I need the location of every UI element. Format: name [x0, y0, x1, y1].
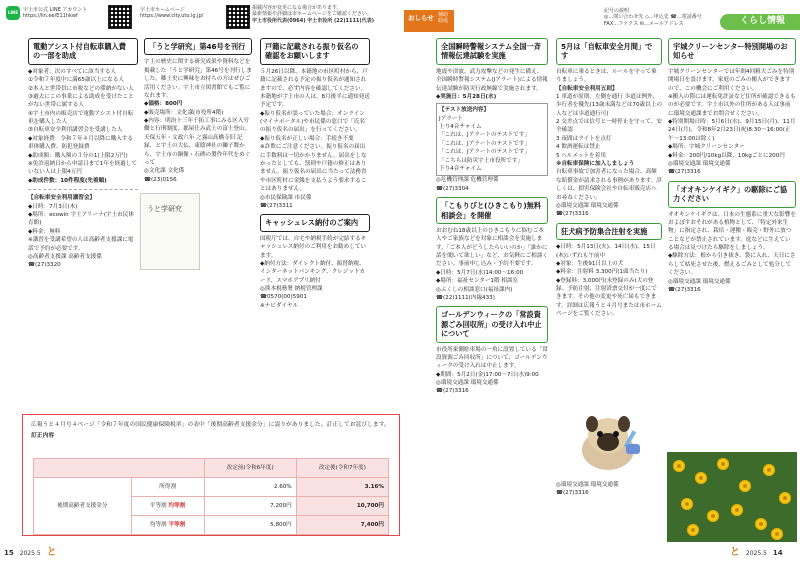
col-j-alert: [436, 38, 548, 396]
bicycle-subsidy-title: 電動アシスト付自転車購入費の一部を助成: [28, 38, 138, 65]
tab-sub-label: 補助 助成: [438, 12, 449, 24]
rabies-body: ◆日時：5月13日(火)、14日(水)、15日(木)いずれも午前中 ◆対象：生後91日以上の犬 ◆料金：注射料 3,300円(1頭当たり) ◆登録料：3,000円(未登録のみ)大の登録、予防注射、注射済票交付が一度にできます。その他の変更や死亡届もできます。詳細は広報うと４月号または市ホームページをご覧ください。: [556, 244, 662, 318]
j-alert-body: 地震や津波、武力攻撃などの発生に備え、全国瞬時警報システム(Jアラート)による情報伝達試験が防災行政無線で実施されます。 ◆実施日：5月28日(水) 【テスト放送内容】 Jアラート 上り4音チャイム 「これは、Jアラートのテストです」 「これは、Jアラートのテストです」 「これは、Jアラートのテストです」 「こちらは防災宇土市役所です」 下り4音チャイム ◎危機管理課 危機管理係 ☎(27)3304: [436, 68, 548, 192]
recycling-title: ゴールデンウィークの「常設資源ごみ回収所」の受け入れ中止について: [436, 306, 548, 342]
book-title: うと学研究: [147, 205, 182, 213]
rabies-title: 狂犬病予防集合注射を実施: [556, 223, 662, 240]
homepage-label: 宇土市ホームページ https://www.city.uto.lg.jp/: [140, 7, 204, 20]
uto-research-book-image: [140, 193, 200, 270]
uto-logo-icon-right: と: [730, 547, 740, 558]
clean-center-body: 宇城クリーンセンターでは年間4回粗大ごみを特別開場日を設けます。家庭のごみの搬入ができますので、この機会にご利用ください。 ※搬入の際には運転免許証など住所が確認できるものが必要です。宇土市以外の住所がある人は事前に環境交通課までお問合せください。 ◆特別開場日時：5月6日(水)、9月15日(月)、11月24日(月)、令和8年2月23日(祝)8:30〜16:00(正午〜13:00は除く) ◆場所：宇城クリーンセンター ◆料金：200円/10kg以降、10kgごとに200円 ◎環境交通課 環境交通係 ☎(27)3316: [668, 68, 796, 176]
table-row: 均等割 平等割 5,800円 7,400円: [34, 516, 389, 535]
bicycle-subsidy-body: ◆対象者：次のすべてに該当する人 ①令和７年度中に満65歳以上になる人 ②本人と世帯員に市税などの滞納がない人 ③過去にこの事業による助成を受けたことがない世帯に属する人 ④宇土市内の販売店で電動アシスト付自転車を購入した人 ⑤自転車安全利用講習会を受講した人 ◆対象経費：令和７年４月以降に購入する車体購入費、防犯登録費 ◆助成額：購入額の３分の1(上限2万円) ※免許返納日から申請日まで1年を経過していない人は上限4万円 ◆助成件数：10件程度(先着順): [28, 68, 137, 184]
pug-dog-image: [574, 410, 642, 472]
koseki-body: ５月26日以降、本籍地の市区町村から、戸籍に記載される予定の振り仮名が通知されますので、必ず内容を確認してください。 本籍地が宇土市の人は、8月後半に通知発送予定です。 ◆振り仮名が誤っていた場合：オンライン(マイナポータル)や市民係の窓口で「氏名の振り仮名の届出」を行ってください。 ◆振り仮名が正しい場合：手続き不要 ※詐欺にご注意ください。振り仮名の届出に手数料は一切かかりません。届出をしなかったとしても、罰則や戸籍の修正はありません。振り仮名の届出に当たって法務省や市区町村に金銭を支払うよう要求することはありません。 ◎市民保険課 市民係 ☎(27)3311: [260, 68, 370, 209]
cashless-title: キャッシュレス納付のご案内: [260, 214, 370, 231]
uto-research-body: 宇土の歴史に関する研究成果や資料などを掲載した「うと学研究」第46号を刊行しました。郷土史に興味をお持ちの方はぜひご活用ください。宇土市立図書館でもご覧になれます。 ◆価格：800円 ◆販売場所：文化課(市役所4階) ◆内容：明治十三年千拓工事にみる区入労働と行刑制度、郡屋仕み武士の富士登山、天保五年・文政六年 之霧山高橋寺旧 記録、と宇土の大仏、東陰神社の獅子舞から、宇土市の銅像・石碑の製作年代をめぐって ◎文化課 文化係 ☎(23)0156: [144, 59, 252, 183]
komoribito-body: おおむね18歳以上のひきこもりに悩むご本人やご家族などを対象に相談会を実施します。「ご本人がどうしたらいいのか」「誰かに話を聞いて欲しい」など、お気軽にご相談ください。事前申し込み・予約不要です。 ◆日時：5月7日(水)14:00〜16:00 ◆場所：福祉センター1階 相談室 ◎ふくしの相談窓口(福祉課内) ☎(22)1111(内線433): [436, 227, 548, 302]
line-qr-icon[interactable]: [108, 5, 132, 29]
uto-research-title: 「うと学研究」第46号を刊行: [144, 38, 252, 55]
correction-table: 改定前(令和6年度) 改定後(令和7年度) 後期高齢者支援金分 所得割 2.60% 3.16% 平等割 均等割 7,200円 10,700円 均等割 平等割 5,800円 7,400円: [33, 458, 389, 535]
col-uto-research: [144, 38, 252, 184]
col-koseki: [260, 38, 370, 310]
bicycle-safety-title: 5月は「自転車安全月間」です: [556, 38, 662, 65]
legend: 記号の説明 ◎…問い合わせ先 ◇…申込先 ☎…電話番号 FAX…ファクス ✉…メールアドレス: [604, 8, 702, 27]
header-notes: 掲載内容が変更になる場合があります。 最新情報や詳細は市ホームページをご確認ください。 宇土市役所代表(0964) 宇土市役所 (22)1111(代表): [252, 5, 374, 24]
oshirase-label: おしらせ: [408, 14, 434, 22]
j-alert-title: 全国瞬時警報システム全国一斉情報伝達試験を実施: [436, 38, 548, 65]
clean-center-title: 宇城クリーンセンター特別開場のお知らせ: [668, 38, 796, 65]
safety-class-body: 【自転車安全利用講習会】 ◆日時：7月3日(木) ◆場所：ecowin 宇土アリーナ(宇土市民体育館) ◆料金：無料 ※講習を受講希望の人は高齢者支援課に電話で予約が必要です。 ◎高齢者支援課 高齢者支援係 ☎(27)3320: [28, 195, 134, 269]
line-logo-icon: LINE: [6, 6, 20, 20]
bicycle-safety-body: 自転車に乗るときは、ルールを守って乗りましょう。 【自転車安全利用五則】 1 車道が原則、左側を通行 歩道は例外、歩行者を優先(13歳未満などは70歳以上の人などは歩道通行可) 2 交差点では信号と一時停止を守って、安全確認 3 夜間はライトを点灯 4 飲酒運転は禁止 5 ヘルメットを着用 ※自転車保険に加入しましょう 自転車事故で加害者になった場合、高額な賠償金が請求される事例があります。詳しくは、損害保険会社や自転車販売店へお尋ねください。 ◎環境交通課 環境交通係 ☎(27)3316: [556, 68, 662, 218]
recycling-body: 市役所東側駐車場の一角に設置している「常設資源ごみ回収所」について、ゴールデンウィークの受け入れは中止します。 ◆期間：5月2日(金)17:00〜7日(水)9:00 ◎環境交通課 環境交通係 ☎(27)3316: [436, 346, 548, 395]
left-header: [0, 0, 398, 34]
ookinkeigiku-body: オオキンケイギクは、日本の生態系に重大な影響をおよぼすおそれがある植物として、「特定外来生物」に指定され、栽培・運搬・販売・野外に放つことなどが禁止されています。庭などに生えている場合は見つけたら駆除をしましょう。 ◆駆除方法：根から引き抜き、袋に入れ、天日にさらして枯死させた後、燃えるごみとして処分してください。 ◎環境交通課 環境交通係 ☎(27)3316: [668, 211, 796, 294]
line-account-label: 宇土市公式 LINE アカウント https://lin.ee/E11hkwf: [23, 7, 88, 20]
right-footer: と 2025.5 14: [730, 547, 783, 558]
ookinkeigiku-photo: [667, 452, 797, 542]
uto-logo-icon: と: [46, 547, 57, 558]
ookinkeigiku-title: 「オオキンケイギク」の駆除にご協力ください: [668, 181, 796, 208]
correction-notice-text: 広報うと４月号４ページ「令和７年度の国民健康保険税率」の表中「後期高齢者支援金分」に誤りがありました。訂正してお詫びします。 訂正内容: [31, 422, 390, 440]
rabies-contact: ◎環境交通課 環境交通係 ☎(27)3316: [556, 482, 619, 497]
table-row: 後期高齢者支援金分 所得割 2.60% 3.16%: [34, 478, 389, 497]
cashless-body: 国税庁では、自宅や納税手続が完結するキャッシュレス納付のご利用をお勧めしています。 ◆納付方法：ダイレクト納付、振替納税、インターネットバンキング、クレジットカード、スマホアプリ納付 ◎熊本税務署 納税管理課 ☎0570(00)5901 ※ナビダイヤル: [260, 235, 367, 309]
col-clean-center: [668, 38, 796, 294]
right-header: [404, 0, 800, 34]
correction-notice: [22, 414, 400, 536]
koseki-title: 戸籍に記載される振り仮名の確認をお願いします: [260, 38, 370, 65]
section-title: くらし情報: [740, 16, 786, 26]
komoribito-title: 「こもりびと(ひきこもり)無料相談会」を開催: [436, 197, 548, 224]
col-bicycle-subsidy: [28, 38, 138, 270]
table-row: 平等割 均等割 7,200円 10,700円: [34, 497, 389, 516]
left-footer: 15 2025.5 と: [4, 547, 57, 558]
col-bicycle-safety: [556, 38, 662, 319]
homepage-qr-icon[interactable]: [226, 5, 250, 29]
